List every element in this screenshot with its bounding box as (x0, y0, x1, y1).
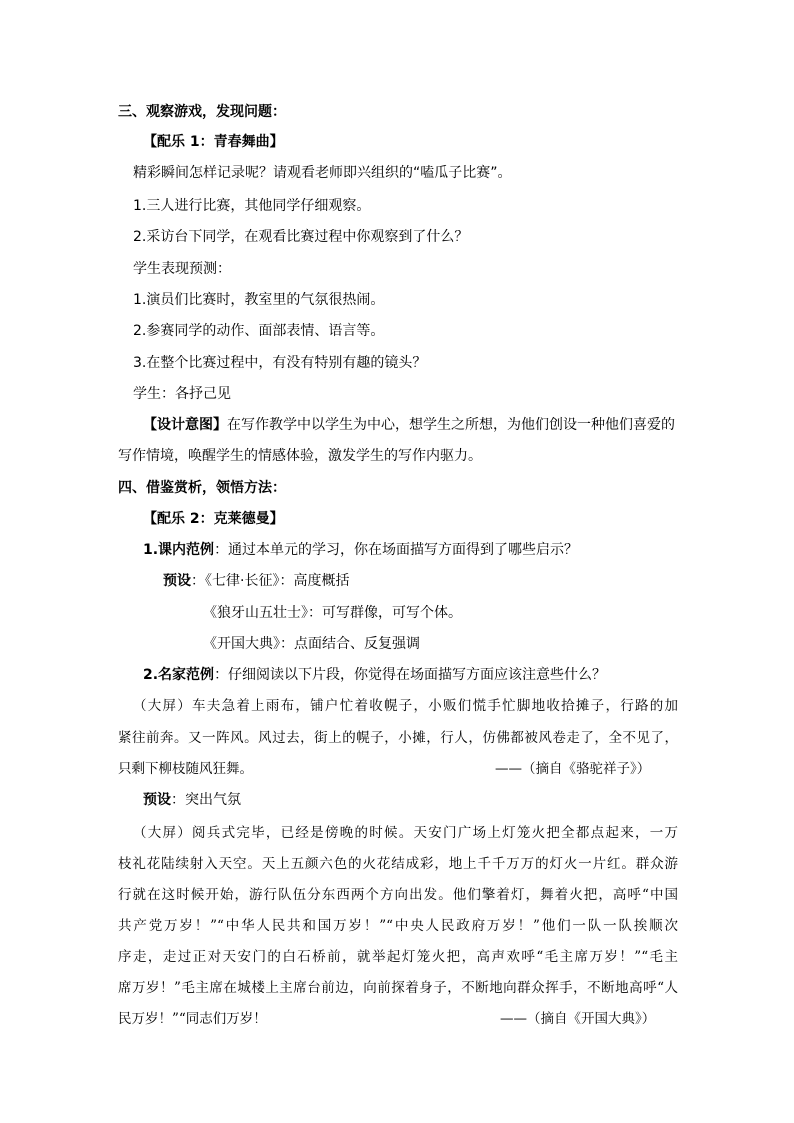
section-3-step-1: 1.三人进行比赛，其他同学仔细观察。 (133, 198, 371, 214)
design-intent-line-2: 写作情境，唤醒学生的情感体验，激发学生的写作内驱力。 (118, 448, 482, 464)
quote-2-line-3: 行就在这时候开始，游行队伍分东西两个方向出发。他们擎着灯，舞着火把，高呼“中国 (118, 887, 678, 903)
item-2-text: ：仔细阅读以下片段，你觉得在场面描写方面应该注意些什么？ (214, 667, 607, 683)
design-intent-label: 【设计意图】 (143, 417, 227, 433)
preset2-line (143, 791, 241, 809)
prediction-3: 3.在整个比赛过程中，有没有特别有趣的镜头？ (133, 355, 427, 371)
section-4-music: 【配乐 2：克莱德曼】 (143, 511, 284, 527)
prediction-1: 1.演员们比赛时，教室里的气氛很热闹。 (133, 292, 385, 308)
preset-3: 《开国大典》：点面结合、反复强调 (203, 636, 420, 652)
preset-line-1 (163, 572, 349, 590)
quote-2-line-2: 枝礼花陆续射入天空。天上五颜六色的火花结成彩，地上千千万万的灯火一片红。群众游 (118, 856, 678, 872)
quote-1-line-3: 只剩下柳枝随风狂舞。 (118, 761, 253, 777)
quote-2-source: ——（摘自《开国大典》） (500, 1011, 656, 1027)
item-1-line (143, 541, 578, 559)
design-intent-text: 在写作教学中以学生为中心，想学生之所想，为他们创设一种他们喜爱的 (227, 417, 675, 433)
section-3-step-2: 2.采访台下同学，在观看比赛过程中你观察到了什么？ (133, 229, 469, 245)
preset-label: 预设 (163, 573, 191, 589)
section-3-music: 【配乐 1：青春舞曲】 (143, 134, 284, 150)
item-1-label: 1.课内范例 (143, 542, 215, 558)
preset2-text: ：突出气氛 (171, 792, 241, 808)
item-1-text: ：通过本单元的学习，你在场面描写方面得到了哪些启示？ (214, 542, 579, 558)
student-response: 学生：各抒己见 (133, 386, 231, 402)
prediction-label: 学生表现预测： (133, 261, 231, 277)
quote-1-line-2: 紧往前奔。又一阵风。风过去，街上的幌子，小摊，行人，仿佛都被风卷走了，全不见了， (118, 730, 678, 746)
quote-2-line-6: 席万岁！”毛主席在城楼上主席台前边，向前探着身子，不断地向群众挥手，不断地高呼“人 (118, 980, 678, 996)
quote-1-source: ——（摘自《骆驼祥子》） (495, 761, 651, 777)
quote-2-line-1: （大屏）阅兵式完毕，已经是傍晚的时候。天安门广场上灯笼火把全都点起来，一万 (133, 825, 678, 841)
quote-2-line-7: 民万岁！”“同志们万岁！ (118, 1011, 267, 1027)
item-2-line (143, 666, 606, 684)
item-2-label: 2.名家范例 (143, 667, 215, 683)
design-intent-line-1 (143, 416, 675, 434)
quote-2-line-5: 序走，走过正对天安门的白石桥前，就举起灯笼火把，高声欢呼“毛主席万岁！”“毛主 (118, 949, 678, 965)
preset-1: ：《七律·长征》：高度概括 (191, 573, 350, 589)
quote-1-line-1: （大屏）车夫急着上雨布，铺户忙着收幌子，小贩们慌手忙脚地收拾摊子，行路的加 (133, 698, 678, 714)
prediction-2: 2.参赛同学的动作、面部表情、语言等。 (133, 323, 385, 339)
quote-2-line-4: 共产党万岁！”“中华人民共和国万岁！”“中央人民政府万岁！”他们一队一队挨顺次 (118, 918, 678, 934)
section-3-heading: 三、观察游戏，发现问题： (118, 104, 286, 120)
section-4-heading: 四、借鉴赏析，领悟方法： (118, 480, 286, 496)
preset-2: 《狼牙山五壮士》：可写群像，可写个体。 (203, 605, 462, 621)
preset2-label: 预设 (143, 792, 171, 808)
section-3-intro: 精彩瞬间怎样记录呢？请观看老师即兴组织的“嗑瓜子比赛”。 (133, 165, 512, 181)
